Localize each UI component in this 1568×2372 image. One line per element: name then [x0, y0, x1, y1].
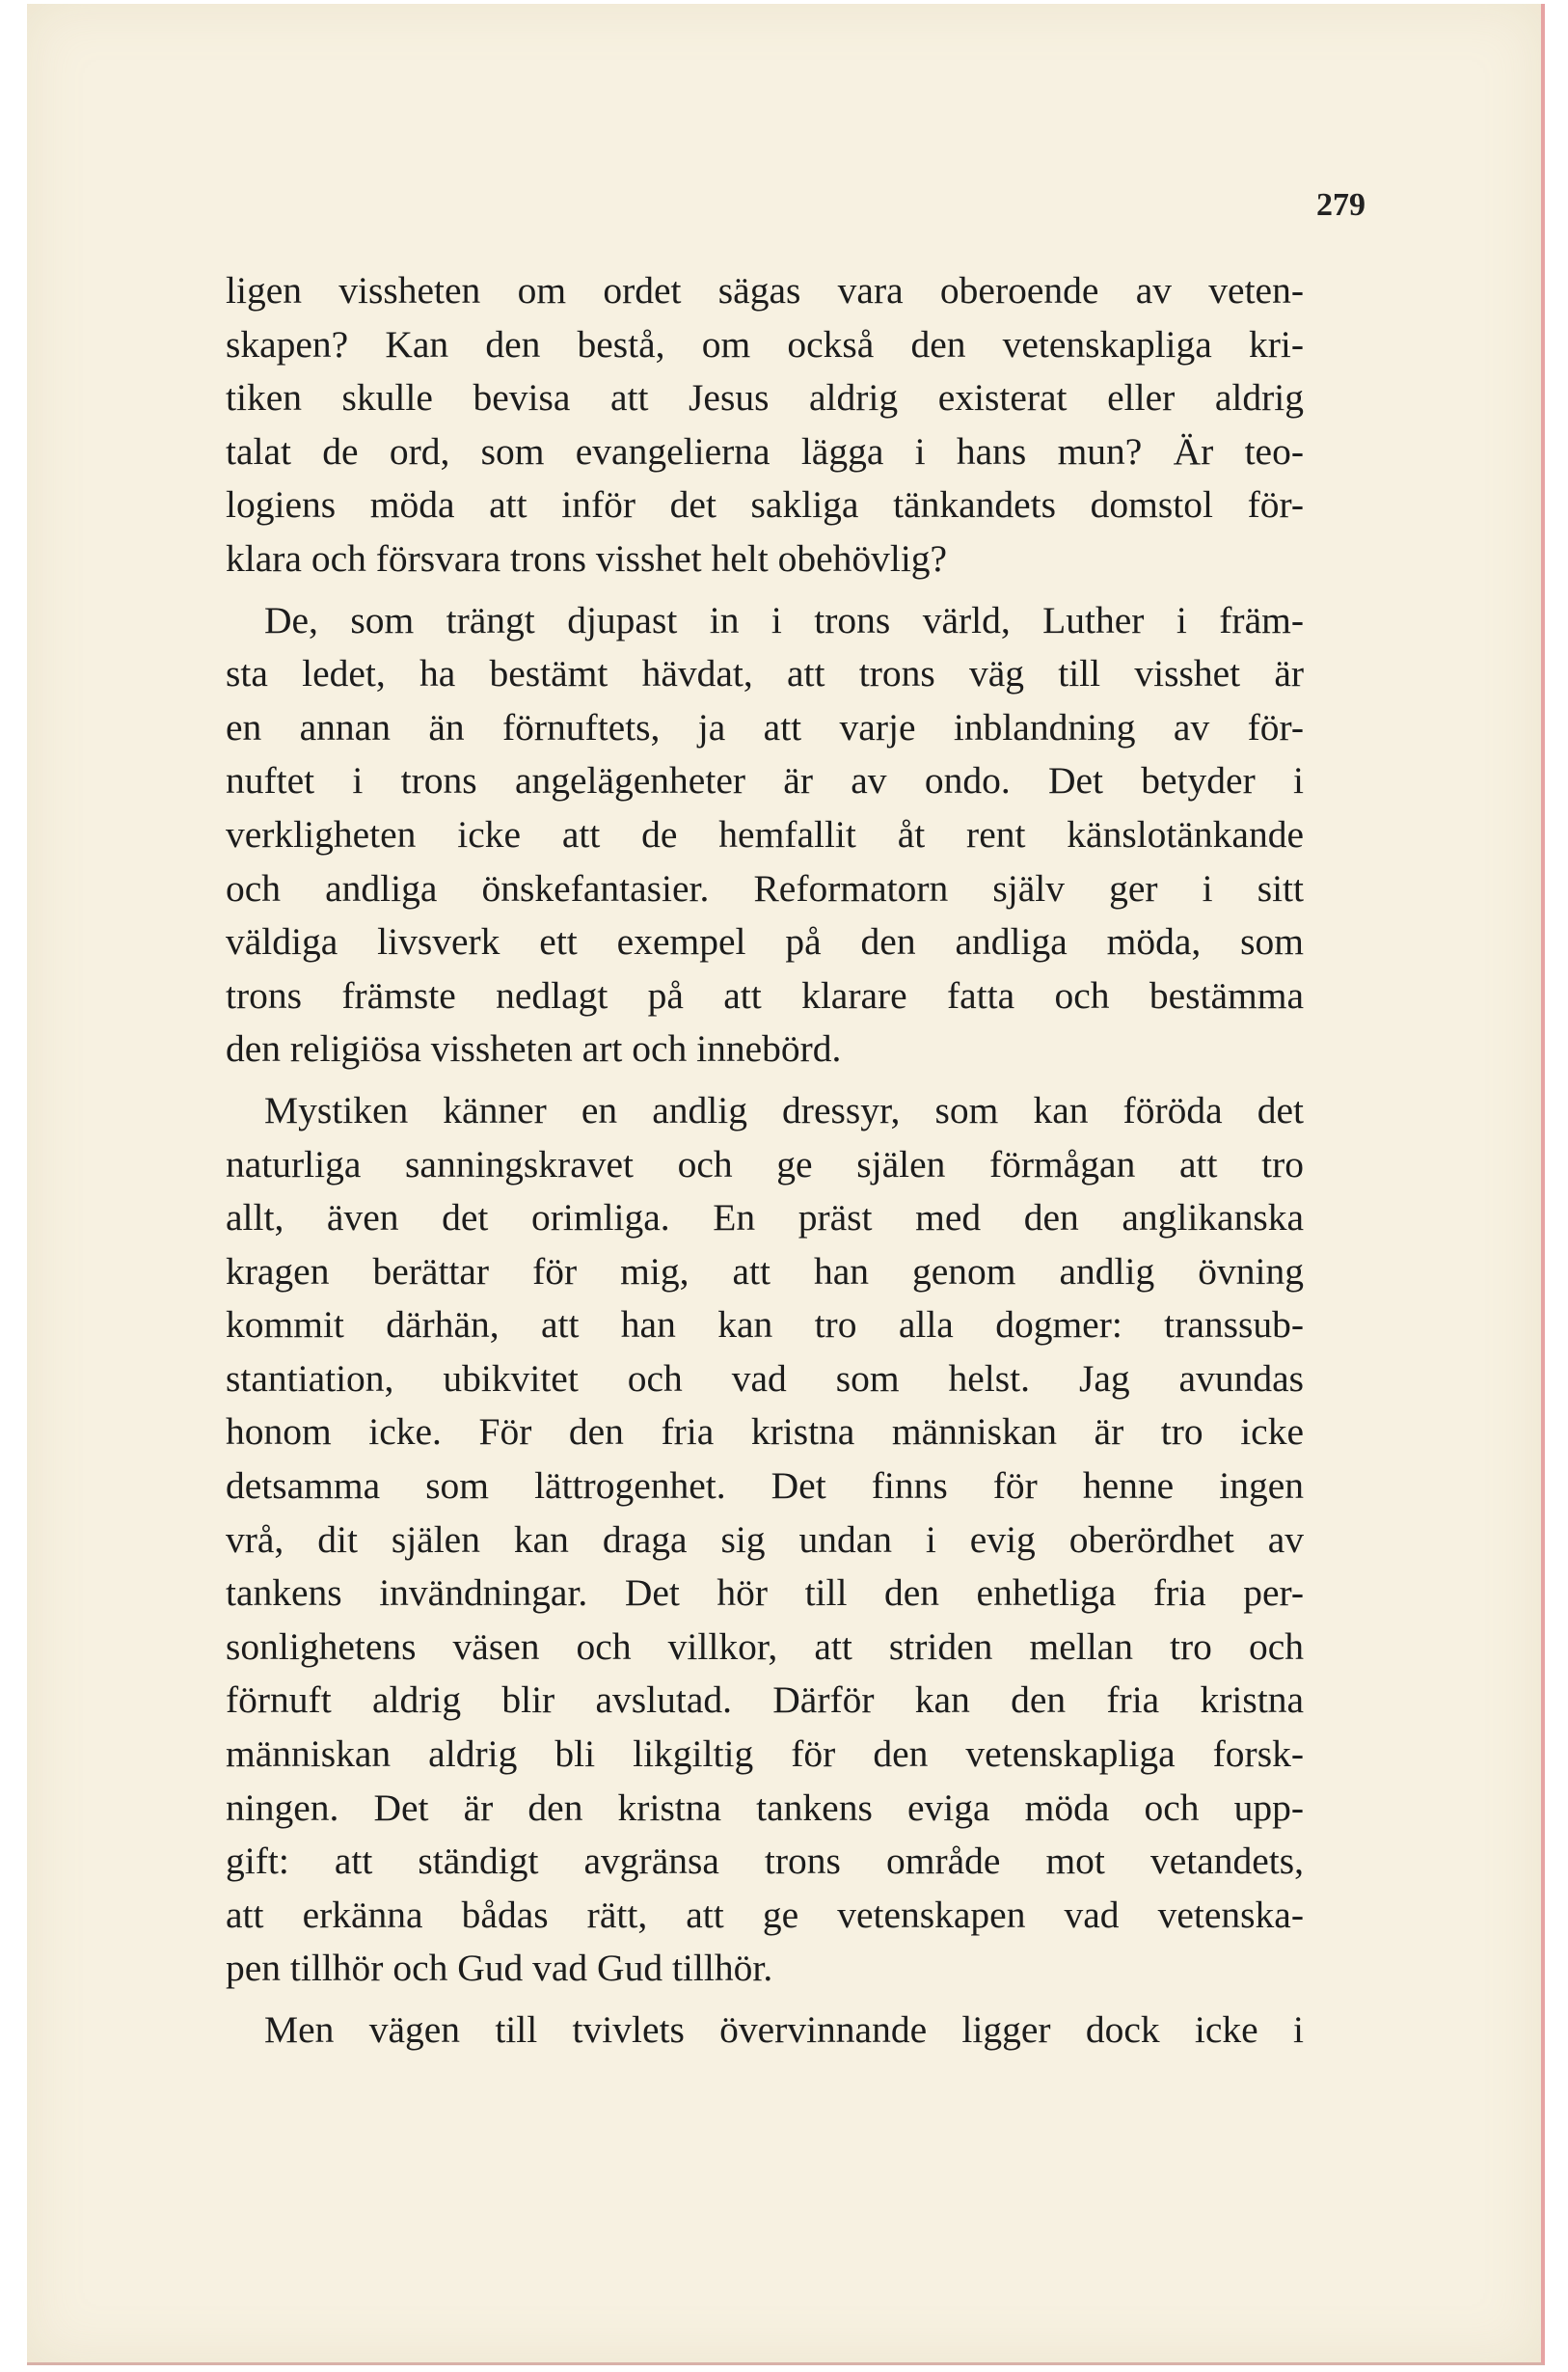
text-line: Mystiken känner en andlig dressyr, som kan föröda det — [264, 1088, 1304, 1131]
paragraph — [226, 2004, 1304, 2058]
text-line: skapen? Kan den bestå, om också den vetenskapliga kri- — [226, 322, 1304, 366]
text-line: väldiga livsverk ett exempel på den andliga möda, som — [226, 920, 1304, 964]
text-line: ligen vissheten om ordet sägas vara oberoende av veten- — [226, 269, 1304, 312]
text-line: talat de ord, som evangelierna lägga i hans mun? Är teo- — [226, 429, 1304, 473]
text-line: och andliga önskefantasier. Reformatorn själv ger i sitt — [226, 866, 1304, 910]
text-line: allt, även det orimliga. En präst med den anglikanska — [226, 1196, 1304, 1240]
text-line: den religiösa vissheten art och innebörd. — [226, 1027, 842, 1071]
text-line: en annan än förnuftets, ja att varje inblandning av för- — [226, 705, 1304, 749]
text-line: detsamma som lättrogenhet. Det finns för henne ingen — [226, 1464, 1304, 1508]
text-line: Men vägen till tvivlets övervinnande ligger dock icke i — [264, 2008, 1304, 2051]
text-line: pen tillhör och Gud vad Gud tillhör. — [226, 1947, 773, 1990]
text-line: logiens möda att inför det sakliga tänkandets domstol för- — [226, 483, 1304, 527]
text-line: trons främste nedlagt på att klarare fatta och bestämma — [226, 973, 1304, 1017]
text-line: honom icke. För den fria kristna människan är tro icke — [226, 1410, 1304, 1454]
text-line: människan aldrig bli likgiltig för den vetenskapliga forsk- — [226, 1732, 1304, 1776]
text-line: vrå, dit själen kan draga sig undan i evig oberördhet av — [226, 1517, 1304, 1561]
text-line: att erkänna bådas rätt, att ge vetenskapen vad vetenska- — [226, 1893, 1304, 1936]
text-line: kommit därhän, att han kan tro alla dogmer: transsub- — [226, 1303, 1304, 1347]
text-line: verkligheten icke att de hemfallit åt rent känslotänkande — [226, 812, 1304, 856]
text-line: gift: att ständigt avgränsa trons område mot vetandets, — [226, 1840, 1304, 1883]
text-line: stantiation, ubikvitet och vad som helst. Jag avundas — [226, 1356, 1304, 1400]
text-line: klara och försvara trons visshet helt obehövlig? — [226, 536, 948, 580]
text-line: kragen berättar för mig, att han genom andlig övning — [226, 1249, 1304, 1293]
body-text — [226, 264, 1304, 2058]
page-number: 279 — [1316, 187, 1365, 223]
text-line: förnuft aldrig blir avslutad. Därför kan den fria kristna — [226, 1678, 1304, 1722]
paragraph — [226, 594, 1304, 1077]
book-page — [27, 4, 1545, 2365]
text-line: sta ledet, ha bestämt hävdat, att trons väg till visshet är — [226, 652, 1304, 695]
text-line: tiken skulle bevisa att Jesus aldrig existerat eller aldrig — [226, 376, 1304, 420]
text-line: nuftet i trons angelägenheter är av ondo. Det betyder i — [226, 759, 1304, 803]
text-line: ningen. Det är den kristna tankens eviga möda och upp- — [226, 1786, 1304, 1829]
paragraph — [226, 264, 1304, 586]
text-line: tankens invändningar. Det hör till den enhetliga fria per- — [226, 1571, 1304, 1615]
text-line: naturliga sanningskravet och ge själen förmågan att tro — [226, 1142, 1304, 1186]
paragraph — [226, 1084, 1304, 1996]
text-line: sonlighetens väsen och villkor, att striden mellan tro och — [226, 1624, 1304, 1668]
text-line: De, som trängt djupast in i trons värld, Luther i främ- — [264, 598, 1304, 641]
